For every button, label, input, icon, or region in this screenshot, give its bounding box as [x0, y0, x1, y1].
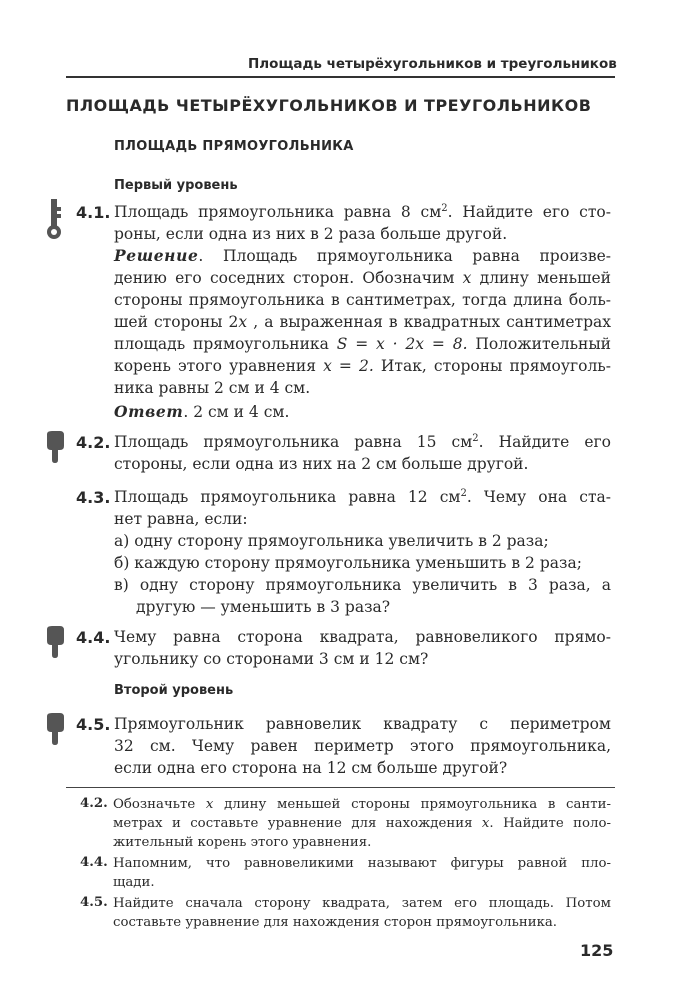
- level-second: Второй уровень: [114, 683, 234, 698]
- problem-4-3-line-1: Площадь прямоугольника равна 12 $см^2$. Чему она ста-: [114, 487, 611, 506]
- answer-line: Ответ. 2 см и 4 см.: [114, 402, 290, 421]
- footnote-4-2-line-3: жительный корень этого уравнения.: [113, 835, 372, 850]
- problem-4-3-line-2: нет равна, если:: [114, 510, 248, 528]
- problem-4-1-line-2: роны, если одна из них в 2 раза больше другой.: [114, 225, 508, 243]
- problem-4-4-line-2: угольнику со сторонами 3 см и 12 см?: [114, 650, 429, 668]
- problem-4-3-item-c: в) одну сторону прямоугольника увеличить в 3 раза, а: [114, 576, 611, 594]
- problem-number-4-4: 4.4.: [76, 628, 111, 647]
- problem-number-4-1: 4.1.: [76, 203, 111, 222]
- problem-number-4-3: 4.3.: [76, 488, 111, 507]
- level-first: Первый уровень: [114, 178, 238, 193]
- solution-label: Решение: [114, 246, 199, 265]
- solution-line-1: Решение. Площадь прямоугольника равна произве-: [114, 246, 611, 265]
- solution-line-2: дению его соседних сторон. Обозначим x длину меньшей: [114, 269, 611, 287]
- running-header: Площадь четырёхугольников и треугольников: [248, 56, 617, 72]
- problem-4-3-item-a: а) одну сторону прямоугольника увеличить в 2 раза;: [114, 532, 549, 550]
- solution-line-3: стороны прямоугольника в сантиметрах, тогда длина боль-: [114, 291, 611, 309]
- solution-line-6: корень этого уравнения x = 2. Итак, стороны прямоуголь-: [114, 357, 611, 375]
- pointing-hand-icon: [44, 713, 66, 745]
- solution-line-5: площадь прямоугольника S = x · 2x = 8. Положительный: [114, 335, 612, 353]
- problem-4-1-line-1: Площадь прямоугольника равна 8 $см^2$. Найдите его сто-: [114, 202, 612, 221]
- problem-4-5-line-3: если одна его сторона на 12 см больше другой?: [114, 759, 508, 777]
- problem-4-2-line-1: Площадь прямоугольника равна 15 $см^2$. Найдите его: [114, 432, 611, 451]
- pointing-hand-icon: [44, 431, 66, 463]
- footnote-4-5-line-1: Найдите сначала сторону квадрата, затем его площадь. Потом: [113, 896, 611, 911]
- footnote-4-4-line-2: щади.: [113, 875, 155, 890]
- section-title: ПЛОЩАДЬ ЧЕТЫРЁХУГОЛЬНИКОВ И ТРЕУГОЛЬНИКОВ: [66, 96, 592, 115]
- footnote-number: 4.5.: [80, 895, 108, 910]
- pointing-hand-icon: [44, 626, 66, 658]
- answer-label: Ответ: [114, 402, 184, 421]
- problem-4-5-line-2: 32 см. Чему равен периметр этого прямоугольника,: [114, 737, 611, 755]
- problem-number-4-2: 4.2.: [76, 433, 111, 452]
- page-number: 125: [580, 941, 614, 960]
- solution-line-7: ника равны 2 см и 4 см.: [114, 379, 311, 397]
- problem-4-4-line-1: Чему равна сторона квадрата, равновеликого прямо-: [114, 628, 611, 646]
- key-icon: [44, 199, 64, 241]
- footnote-4-2-line-1: Обозначьте x длину меньшей стороны прямоугольника в санти-: [113, 797, 611, 812]
- footnote-4-2-line-2: метрах и составьте уравнение для нахождения x. Найдите поло-: [113, 816, 611, 831]
- footnote-4-4-line-1: Напомним, что равновеликими называют фигуры равной пло-: [113, 856, 611, 871]
- problem-4-5-line-1: Прямоугольник равновелик квадрату с периметром: [114, 715, 611, 733]
- problem-4-3-item-b: б) каждую сторону прямоугольника уменьшить в 2 раза;: [114, 554, 582, 572]
- solution-line-4: шей стороны 2x , а выраженная в квадратных сантиметрах: [114, 313, 611, 331]
- header-rule: [66, 76, 615, 78]
- footnote-number: 4.2.: [80, 796, 108, 811]
- problem-4-3-item-c-cont: другую — уменьшить в 3 раза?: [136, 598, 391, 616]
- footnote-rule: [66, 787, 615, 788]
- problem-4-2-line-2: стороны, если одна из них на 2 см больше другой.: [114, 455, 529, 473]
- subsection-title: ПЛОЩАДЬ ПРЯМОУГОЛЬНИКА: [114, 139, 354, 154]
- footnote-number: 4.4.: [80, 855, 108, 870]
- problem-number-4-5: 4.5.: [76, 715, 111, 734]
- footnote-4-5-line-2: составьте уравнение для нахождения сторон прямоугольника.: [113, 915, 558, 930]
